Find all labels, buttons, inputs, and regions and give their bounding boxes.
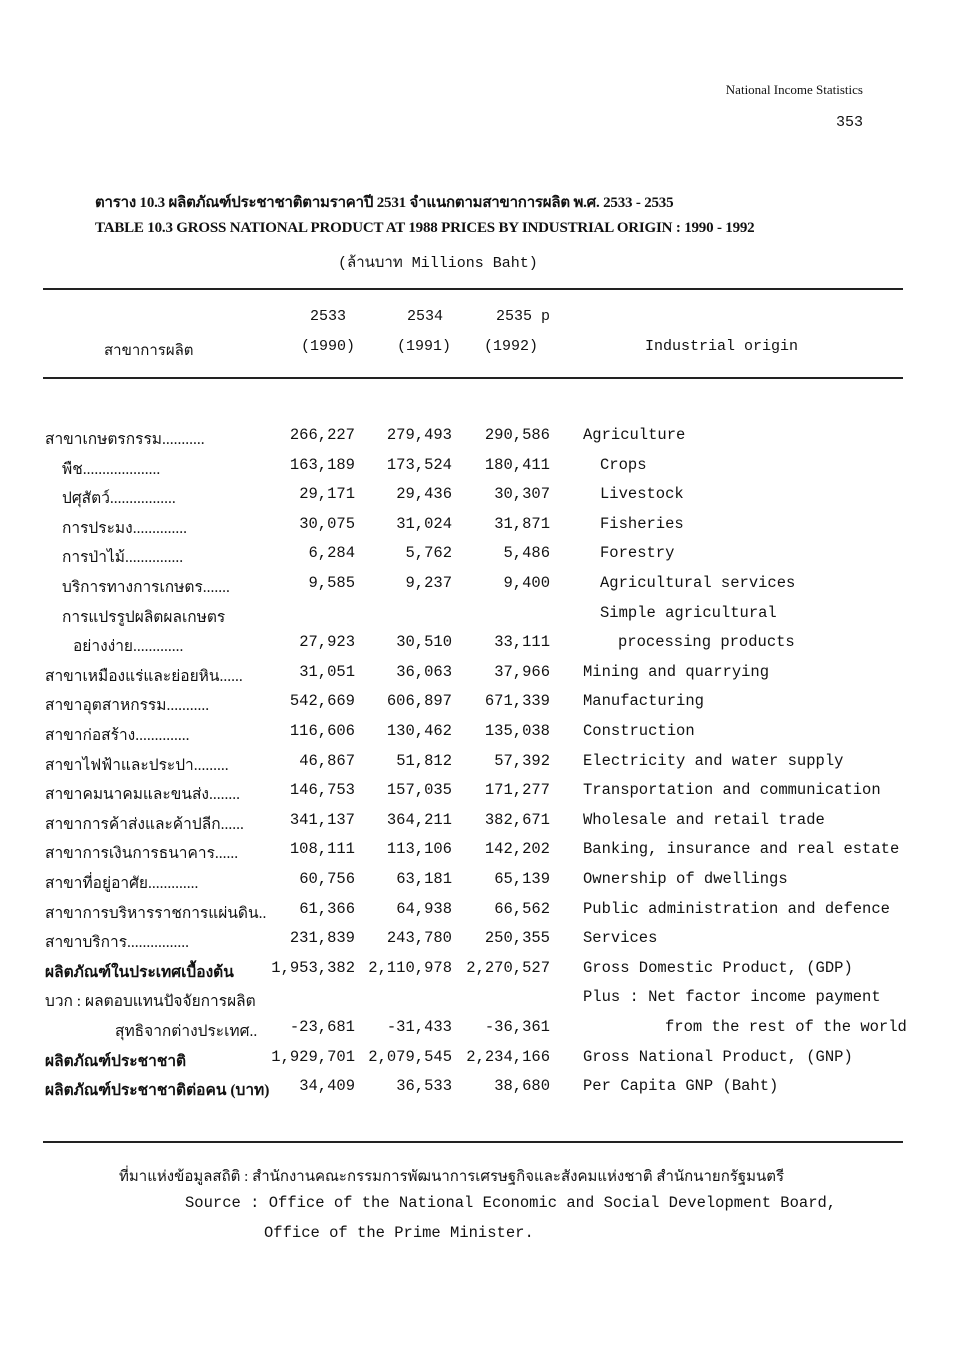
row-label-english: Per Capita GNP (Baht)	[583, 1077, 779, 1096]
row-label-english: Wholesale and retail trade	[583, 810, 825, 829]
cell-value-year-1: 146,753	[289, 781, 355, 800]
table-title-thai: ตาราง 10.3 ผลิตภัณฑ์ประชาชาติตามราคาปี 2531 จำแนกตามสาขาการผลิต พ.ศ. 2533 - 2535	[95, 195, 674, 211]
cell-value-year-1: 60,756	[299, 870, 355, 888]
source-note-english-line-2: Office of the Prime Minister.	[264, 1224, 534, 1242]
table-unit: (ล้านบาท Millions Baht)	[338, 255, 538, 272]
row-label-english: Forestry	[600, 544, 675, 563]
cell-value-year-2: 243,780	[386, 929, 452, 948]
cell-value-year-2: 51,812	[396, 751, 452, 770]
row-label-thai: สาขาที่อยู่อาศัย.............	[45, 875, 199, 892]
cell-value-year-2: 279,493	[386, 426, 452, 444]
row-label-english: Services	[583, 929, 658, 948]
row-label-thai: ผลิตภัณฑ์ประชาชาติ	[45, 1052, 187, 1070]
table-row	[0, 692, 966, 721]
cell-value-year-3: 65,139	[494, 870, 550, 888]
cell-value-year-3: 135,038	[484, 722, 550, 740]
cell-value-year-1: 9,585	[308, 574, 355, 592]
col-header-year-3: 2535 p	[495, 308, 550, 325]
header-rule	[43, 377, 903, 379]
cell-value-year-2: 64,938	[396, 899, 452, 918]
cell-value-year-1: 46,867	[299, 751, 355, 770]
row-label-thai: ปศุสัตว์.................	[62, 490, 176, 508]
row-label-english: Gross National Product, (GNP)	[583, 1047, 853, 1066]
row-label-english: Crops	[600, 455, 647, 474]
row-label-thai: สุทธิจากต่างประเทศ..	[115, 1023, 258, 1040]
row-label-thai: พืช....................	[62, 460, 161, 478]
row-label-thai: สาขาอุตสาหกรรม...........	[45, 697, 210, 715]
table-row	[0, 515, 966, 544]
cell-value-year-3: 2,234,166	[466, 1047, 550, 1066]
col-header-english: Industrial origin	[645, 338, 799, 355]
table-row	[0, 988, 966, 1017]
row-label-thai: การประมง..............	[62, 519, 187, 537]
cell-value-year-2: 30,510	[396, 633, 452, 652]
table-row	[0, 929, 966, 958]
row-label-thai: บริการทางการเกษตร.......	[62, 579, 230, 596]
col-header-thai: สาขาการผลิต	[104, 343, 194, 359]
row-label-thai: สาขาการค้าส่งและค้าปลีก......	[45, 815, 244, 833]
row-label-english: Agriculture	[583, 426, 686, 444]
cell-value-year-1: 34,409	[299, 1077, 355, 1096]
row-label-english: Gross Domestic Product, (GDP)	[583, 958, 853, 977]
bottom-rule	[43, 1141, 903, 1143]
table-row	[0, 752, 966, 781]
row-label-thai: สาขาไฟฟ้าและประปา.........	[45, 756, 229, 774]
cell-value-year-3: 31,871	[494, 514, 550, 533]
row-label-english: Simple agricultural	[600, 603, 777, 622]
row-label-thai: สาขาการเงินการธนาคาร......	[45, 845, 239, 863]
cell-value-year-3: -36,361	[484, 1018, 550, 1036]
table-row	[0, 781, 966, 810]
cell-value-year-2: 606,897	[386, 692, 452, 711]
cell-value-year-2: 364,211	[386, 810, 452, 829]
table-row	[0, 1018, 966, 1047]
source-note-english-line-1: Source : Office of the National Economic and Social Development Board,	[185, 1194, 837, 1212]
row-label-thai: อย่างง่าย.............	[73, 638, 184, 656]
cell-value-year-1: 231,839	[289, 929, 355, 948]
table-row	[0, 1077, 966, 1106]
table-row	[0, 811, 966, 840]
cell-value-year-2: 2,110,978	[368, 958, 452, 977]
cell-value-year-3: 5,486	[503, 544, 550, 563]
cell-value-year-1: 6,284	[308, 544, 355, 563]
cell-value-year-1: 29,171	[299, 485, 355, 504]
row-label-thai: สาขาก่อสร้าง..............	[45, 727, 190, 744]
cell-value-year-1: 266,227	[289, 426, 355, 444]
cell-value-year-3: 9,400	[503, 574, 550, 592]
cell-value-year-2: 9,237	[405, 574, 452, 592]
table-row	[0, 663, 966, 692]
row-label-thai: สาขาการบริหารราชการแผ่นดิน..	[45, 904, 267, 922]
row-label-thai: สาขาเหมืองแร่และย่อยหิน......	[45, 667, 243, 685]
page-number: 353	[835, 114, 863, 131]
top-rule	[43, 288, 903, 290]
cell-value-year-2: 29,436	[396, 485, 452, 504]
cell-value-year-2: 2,079,545	[368, 1047, 452, 1066]
table-row	[0, 544, 966, 573]
row-label-english: processing products	[618, 633, 795, 652]
cell-value-year-1: 61,366	[299, 899, 355, 918]
cell-value-year-3: 2,270,527	[466, 958, 550, 977]
cell-value-year-3: 171,277	[484, 781, 550, 800]
table-row	[0, 900, 966, 929]
row-label-english: Manufacturing	[583, 692, 704, 711]
cell-value-year-1: 163,189	[289, 455, 355, 474]
cell-value-year-3: 37,966	[494, 662, 550, 681]
source-note-thai: ที่มาแห่งข้อมูลสถิติ : สำนักงานคณะกรรมการพัฒนาการเศรษฐกิจและสังคมแห่งชาติ สำนักนายกรัฐมนตรี	[119, 1169, 785, 1185]
table-row	[0, 959, 966, 988]
cell-value-year-1: 108,111	[289, 840, 355, 859]
row-label-english: Banking, insurance and real estate	[583, 840, 900, 859]
row-label-english: Ownership of dwellings	[583, 870, 788, 888]
cell-value-year-3: 38,680	[494, 1077, 550, 1096]
cell-value-year-2: 31,024	[396, 514, 452, 533]
running-header: National Income Statistics	[725, 82, 863, 97]
row-label-thai: การแปรรูปผลิตผลเกษตร	[62, 608, 226, 626]
row-label-thai: สาขาเกษตรกรรม...........	[45, 431, 205, 448]
row-label-english: Mining and quarrying	[583, 662, 770, 681]
cell-value-year-2: 173,524	[386, 455, 452, 474]
table-row	[0, 574, 966, 603]
cell-value-year-1: 27,923	[299, 633, 355, 652]
cell-value-year-1: -23,681	[289, 1018, 355, 1036]
cell-value-year-2: 36,533	[396, 1077, 452, 1096]
row-label-english: Livestock	[600, 485, 684, 504]
row-label-english: Transportation and communication	[583, 781, 881, 800]
cell-value-year-1: 1,953,382	[271, 958, 355, 977]
table-row	[0, 485, 966, 514]
table-row	[0, 1048, 966, 1077]
cell-value-year-2: 36,063	[396, 662, 452, 681]
col-header-year-2-ce: (1991)	[396, 338, 451, 355]
col-header-year-1-ce: (1990)	[300, 338, 355, 355]
cell-value-year-2: 157,035	[386, 781, 452, 800]
row-label-english: from the rest of the world	[665, 1018, 907, 1036]
cell-value-year-1: 31,051	[299, 662, 355, 681]
col-header-year-1: 2533	[309, 308, 346, 325]
row-label-english: Public administration and defence	[583, 899, 890, 918]
table-row	[0, 870, 966, 899]
cell-value-year-3: 142,202	[484, 840, 550, 859]
row-label-thai: สาขาบริการ................	[45, 934, 190, 952]
col-header-year-3-ce: (1992)	[483, 338, 538, 355]
row-label-english: Agricultural services	[600, 574, 796, 592]
cell-value-year-1: 30,075	[299, 514, 355, 533]
cell-value-year-3: 671,339	[484, 692, 550, 711]
table-row	[0, 633, 966, 662]
row-label-thai: ผลิตภัณฑ์ในประเทศเบื้องต้น	[45, 963, 234, 981]
table-row	[0, 456, 966, 485]
col-header-year-2: 2534	[406, 308, 443, 325]
row-label-english: Electricity and water supply	[583, 751, 844, 770]
cell-value-year-2: 63,181	[396, 870, 452, 888]
row-label-english: Plus : Net factor income payment	[583, 988, 881, 1007]
cell-value-year-3: 180,411	[484, 455, 550, 474]
table-row	[0, 604, 966, 633]
cell-value-year-3: 33,111	[494, 633, 550, 652]
cell-value-year-2: 113,106	[386, 840, 452, 859]
cell-value-year-3: 30,307	[494, 485, 550, 504]
cell-value-year-1: 542,669	[289, 692, 355, 711]
table-title-english: TABLE 10.3 GROSS NATIONAL PRODUCT AT 1988 PRICES BY INDUSTRIAL ORIGIN : 1990 - 1992	[95, 220, 755, 236]
cell-value-year-3: 66,562	[494, 899, 550, 918]
cell-value-year-3: 290,586	[484, 426, 550, 444]
cell-value-year-2: -31,433	[386, 1018, 452, 1036]
row-label-thai: สาขาคมนาคมและขนส่ง........	[45, 786, 240, 804]
cell-value-year-3: 382,671	[484, 810, 550, 829]
table-row	[0, 722, 966, 751]
row-label-thai: บวก : ผลตอบแทนปัจจัยการผลิต	[45, 993, 256, 1011]
table-row	[0, 426, 966, 455]
cell-value-year-1: 116,606	[289, 722, 355, 740]
row-label-english: Construction	[583, 722, 695, 740]
cell-value-year-1: 1,929,701	[271, 1047, 355, 1066]
cell-value-year-3: 57,392	[494, 751, 550, 770]
cell-value-year-2: 5,762	[405, 544, 452, 563]
table-row	[0, 840, 966, 869]
cell-value-year-1: 341,137	[289, 810, 355, 829]
row-label-thai: ผลิตภัณฑ์ประชาชาติต่อคน (บาท)	[45, 1082, 270, 1100]
cell-value-year-3: 250,355	[484, 929, 550, 948]
cell-value-year-2: 130,462	[386, 722, 452, 740]
row-label-english: Fisheries	[600, 514, 684, 533]
row-label-thai: การป่าไม้...............	[62, 549, 184, 567]
